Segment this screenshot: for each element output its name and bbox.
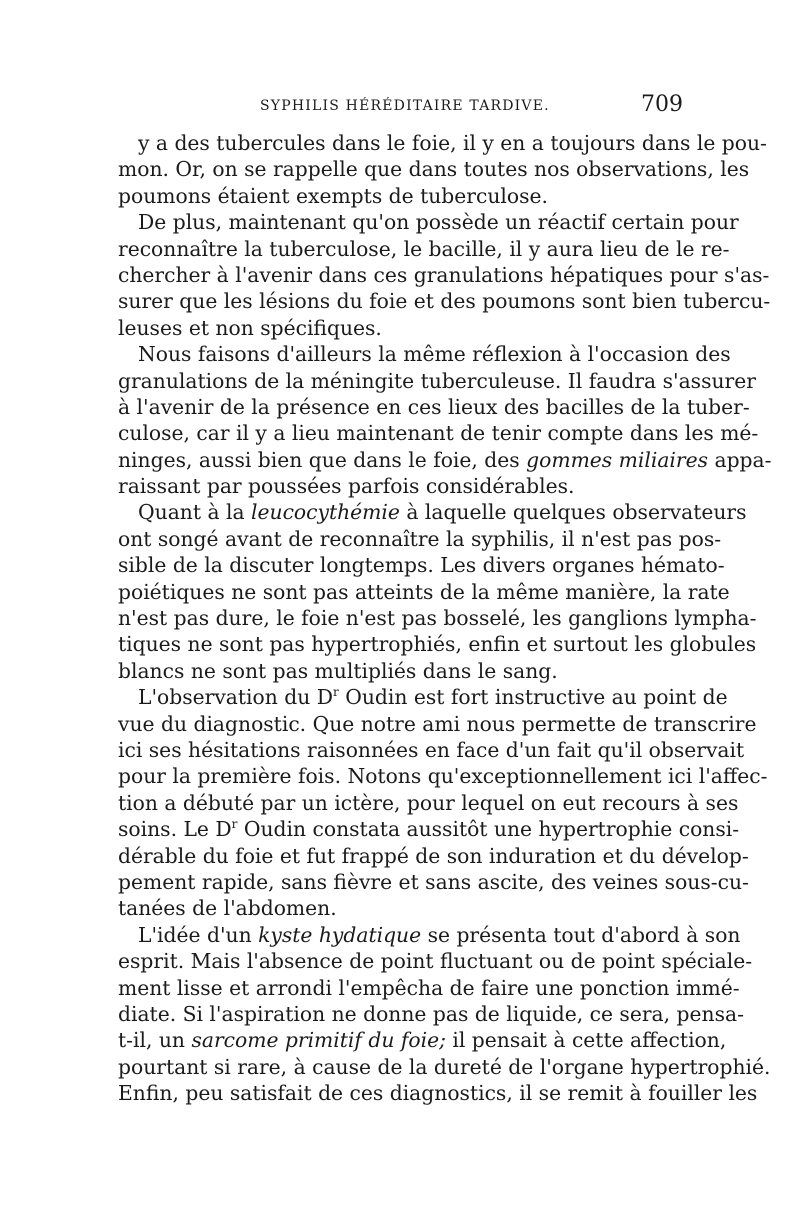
text-line [118, 895, 682, 921]
italic-term: sarcome primitif du foie; [191, 1028, 446, 1053]
page-number: 709 [641, 92, 683, 117]
text-line [118, 631, 757, 657]
text-run: culose, car il y a lieu maintenant de tenir compte dans les mé- [118, 421, 759, 446]
text-run: soins. Le D [118, 817, 232, 842]
text-line [118, 605, 757, 631]
text-run: t-il, un [118, 1028, 192, 1053]
text-run: tion a débuté par un ictère, pour lequel on eut recours à ses [118, 790, 739, 815]
text-run: ment lisse et arrondi l'empêcha de faire une ponction immé- [118, 975, 740, 1000]
text-run: ninges, aussi bien que dans le foie, des [118, 447, 527, 472]
text-run: Nous faisons d'ailleurs la même réflexion à l'occasion des [138, 342, 731, 367]
text-run: pement rapide, sans fièvre et sans ascite, des veines sous-cu- [118, 869, 749, 894]
body-text [118, 130, 772, 1106]
text-run: pourtant si rare, à cause de la dureté de l'organe hypertrophié. [118, 1054, 771, 1079]
text-run: De plus, maintenant qu'on possède un réactif certain pour [138, 210, 739, 235]
text-line [118, 948, 753, 974]
text-run: tanées de l'abdomen. [118, 896, 337, 921]
text-run: blancs ne sont pas multipliés dans le sang. [118, 658, 558, 683]
text-run: appa- [708, 447, 772, 472]
text-line [118, 843, 749, 869]
text-line [118, 975, 740, 1001]
text-line [118, 368, 756, 394]
text-line [118, 473, 682, 499]
text-run: vue du diagnostic. Que notre ami nous permette de transcrire [118, 711, 757, 736]
text-line [118, 394, 750, 420]
text-line [118, 790, 739, 816]
text-run: surer que les lésions du foie et des poumons sont bien tubercu- [118, 289, 771, 314]
running-head [120, 92, 683, 122]
italic-term: kyste hydatique [258, 922, 422, 947]
text-run: ont songé avant de reconnaître la syphilis, il n'est pas pos- [118, 526, 722, 551]
text-line [118, 526, 722, 552]
text-line [118, 579, 730, 605]
text-run: L'observation du D [138, 685, 333, 710]
running-title: SYPHILIS HÉRÉDITAIRE TARDIVE. [260, 98, 550, 114]
text-line [118, 447, 772, 473]
text-run: se présenta tout d'abord à son [421, 922, 741, 947]
text-run: poiétiques ne sont pas atteints de la même manière, la rate [118, 579, 730, 604]
text-run: y a des tubercules dans le foie, il y en a toujours dans le pou- [138, 131, 767, 155]
text-run: raissant par poussées parfois considérables. [118, 474, 575, 499]
text-line [118, 420, 759, 446]
text-run: L'idée d'un [138, 922, 259, 947]
text-run: à laquelle quelques observateurs [399, 500, 747, 525]
text-line [118, 341, 731, 367]
text-line [118, 684, 728, 710]
text-line [118, 1001, 744, 1027]
text-run: dérable du foie et fut frappé de son induration et du dévelop- [118, 843, 749, 868]
text-line [118, 922, 741, 948]
text-run: granulations de la méningite tuberculeuse. Il faudra s'assurer [118, 368, 756, 393]
text-line [118, 499, 747, 525]
text-run: n'est pas dure, le foie n'est pas bosselé, les ganglions lympha- [118, 606, 757, 631]
text-run: il pensait à cette affection, [445, 1028, 727, 1053]
text-line [118, 262, 770, 288]
text-run: à l'avenir de la présence en ces lieux des bacilles de la tuber- [118, 394, 750, 419]
italic-term: leucocythémie [251, 500, 400, 525]
text-run: ici ses hésitations raisonnées en face d'un fait qu'il observait [118, 737, 745, 762]
text-run: mon. Or, on se rappelle que dans toutes nos observations, les [118, 157, 750, 182]
text-run: pour la première fois. Notons qu'exceptionnellement ici l'affec- [118, 764, 768, 789]
text-line [118, 737, 745, 763]
text-line [118, 1080, 758, 1106]
text-line [118, 209, 739, 235]
text-line [118, 130, 767, 156]
text-run: poumons étaient exempts de tuberculose. [118, 183, 548, 208]
text-line [118, 236, 730, 262]
text-run: leuses et non spécifiques. [118, 315, 382, 340]
text-run: sible de la discuter longtemps. Les divers organes hémato- [118, 553, 725, 578]
text-run: tiques ne sont pas hypertrophiés, enfin et surtout les globules [118, 632, 757, 657]
superscript: r [333, 685, 339, 700]
text-run: chercher à l'avenir dans ces granulations hépatiques pour s'as- [118, 262, 770, 287]
text-line [118, 288, 771, 314]
text-line [118, 183, 682, 209]
text-run: esprit. Mais l'absence de point fluctuant ou de point spéciale- [118, 949, 753, 974]
text-line [118, 869, 749, 895]
text-run: Quant à la [138, 500, 252, 525]
text-line [118, 1027, 727, 1053]
text-line [118, 552, 725, 578]
text-run: reconnaître la tuberculose, le bacille, il y aura lieu de le re- [118, 236, 730, 261]
text-line [118, 315, 682, 341]
text-line [118, 156, 750, 182]
text-line [118, 1054, 771, 1080]
text-run: Enfin, peu satisfait de ces diagnostics, il se remit à fouiller les [118, 1081, 758, 1106]
text-line [118, 816, 740, 842]
text-run: Oudin est fort instructive au point de [338, 685, 728, 710]
text-line [118, 763, 768, 789]
text-line [118, 658, 682, 684]
text-line [118, 711, 757, 737]
text-run: Oudin constata aussitôt une hypertrophie consi- [237, 817, 740, 842]
superscript: r [231, 817, 238, 832]
text-run: diate. Si l'aspiration ne donne pas de liquide, ce sera, pensa- [118, 1001, 744, 1026]
italic-term: gommes miliaires [526, 447, 709, 472]
